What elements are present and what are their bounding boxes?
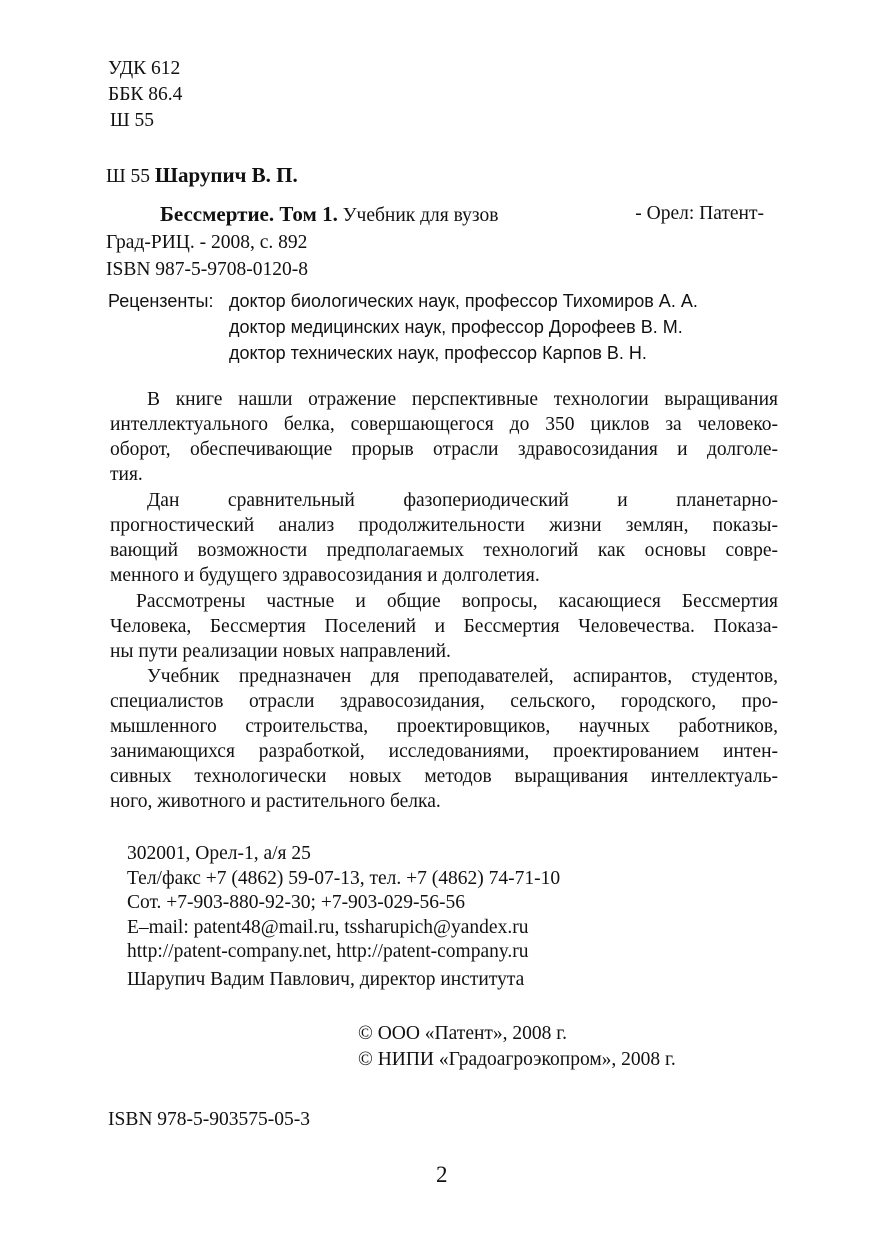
book-type: Учебник для вузов — [342, 205, 499, 226]
annotation-line: ны пути реализации новых направлений. — [110, 641, 451, 662]
title-line — [160, 202, 764, 228]
annotation-line: прогностический анализ продолжительности жизни землян, показы- — [110, 515, 778, 536]
publisher-part: - Орел: Патент- — [635, 203, 764, 224]
reviewer-item: доктор биологических наук, профессор Тихомиров А. А. — [229, 291, 698, 311]
isbn-bottom: ISBN 978-5-903575-05-3 — [108, 1109, 311, 1130]
annotation-line: менного и будущего здравосозидания и долголетия. — [110, 565, 540, 586]
copyright-line: © ООО «Патент», 2008 г. — [358, 1023, 567, 1044]
annotation-line: Рассмотрены частные и общие вопросы, касающиеся Бессмертия — [136, 591, 778, 612]
annotation-line: В книге нашли отражение перспективные технологии выращивания — [147, 389, 778, 410]
contact-web: http://patent-company.net, http://patent-company.ru — [127, 941, 529, 962]
contact-email: E–mail: patent48@mail.ru, tssharupich@yandex.ru — [127, 917, 529, 938]
contact-address: 302001, Орел-1, а/я 25 — [127, 843, 311, 864]
annotation-line: мышленного строительства, проектировщиков, научных работников, — [110, 716, 778, 737]
annotation-line: Дан сравнительный фазопериодический и планетарно- — [147, 490, 778, 511]
annotation-line: интеллектуального белка, совершающегося до 350 циклов за человеко- — [110, 414, 778, 435]
publisher-line: Град-РИЦ. - 2008, с. 892 — [106, 232, 308, 253]
author-heading — [106, 163, 298, 189]
page-number: 2 — [436, 1162, 448, 1187]
author-name: Шарупич В. П. — [154, 163, 298, 187]
annotation-line: специалистов отрасли здравосозидания, сельского, городского, про- — [110, 691, 778, 712]
contact-director: Шарупич Вадим Павлович, директор института — [127, 969, 525, 990]
book-title: Бессмертие. Том 1. — [160, 202, 338, 226]
reviewer-item: доктор технических наук, профессор Карпов В. Н. — [229, 343, 647, 363]
copyright-line: © НИПИ «Градоагроэкопром», 2008 г. — [358, 1049, 676, 1070]
annotation-line: ного, животного и растительного белка. — [110, 791, 441, 812]
contact-phones: Тел/факс +7 (4862) 59-07-13, тел. +7 (4862) 74-71-10 — [127, 868, 561, 889]
annotation-line: Учебник предназначен для преподавателей, аспирантов, студентов, — [147, 666, 778, 687]
isbn-top: ISBN 987-5-9708-0120-8 — [106, 259, 309, 280]
annotation-line: вающий возможности предполагаемых технологий как основы совре- — [110, 540, 778, 561]
udk-code: УДК 612 — [108, 58, 181, 79]
heading-mark: Ш 55 — [106, 166, 151, 187]
reviewers-label: Рецензенты: — [108, 291, 214, 311]
author-mark: Ш 55 — [110, 110, 155, 131]
annotation-line: сивных технологически новых методов выращивания интеллектуаль- — [110, 766, 778, 787]
bbk-code: ББК 86.4 — [108, 84, 183, 105]
annotation-line: оборот, обеспечивающие прорыв отрасли здравосозидания и долголе- — [110, 439, 778, 460]
annotation-line: тия. — [110, 464, 143, 485]
contact-mobile: Сот. +7-903-880-92-30; +7-903-029-56-56 — [127, 892, 466, 913]
reviewer-item: доктор медицинских наук, профессор Дорофеев В. М. — [229, 317, 683, 337]
annotation-line: Человека, Бессмертия Поселений и Бессмертия Человечества. Показа- — [110, 616, 778, 637]
annotation-line: занимающихся разработкой, исследованиями, проектированием интен- — [110, 741, 778, 762]
